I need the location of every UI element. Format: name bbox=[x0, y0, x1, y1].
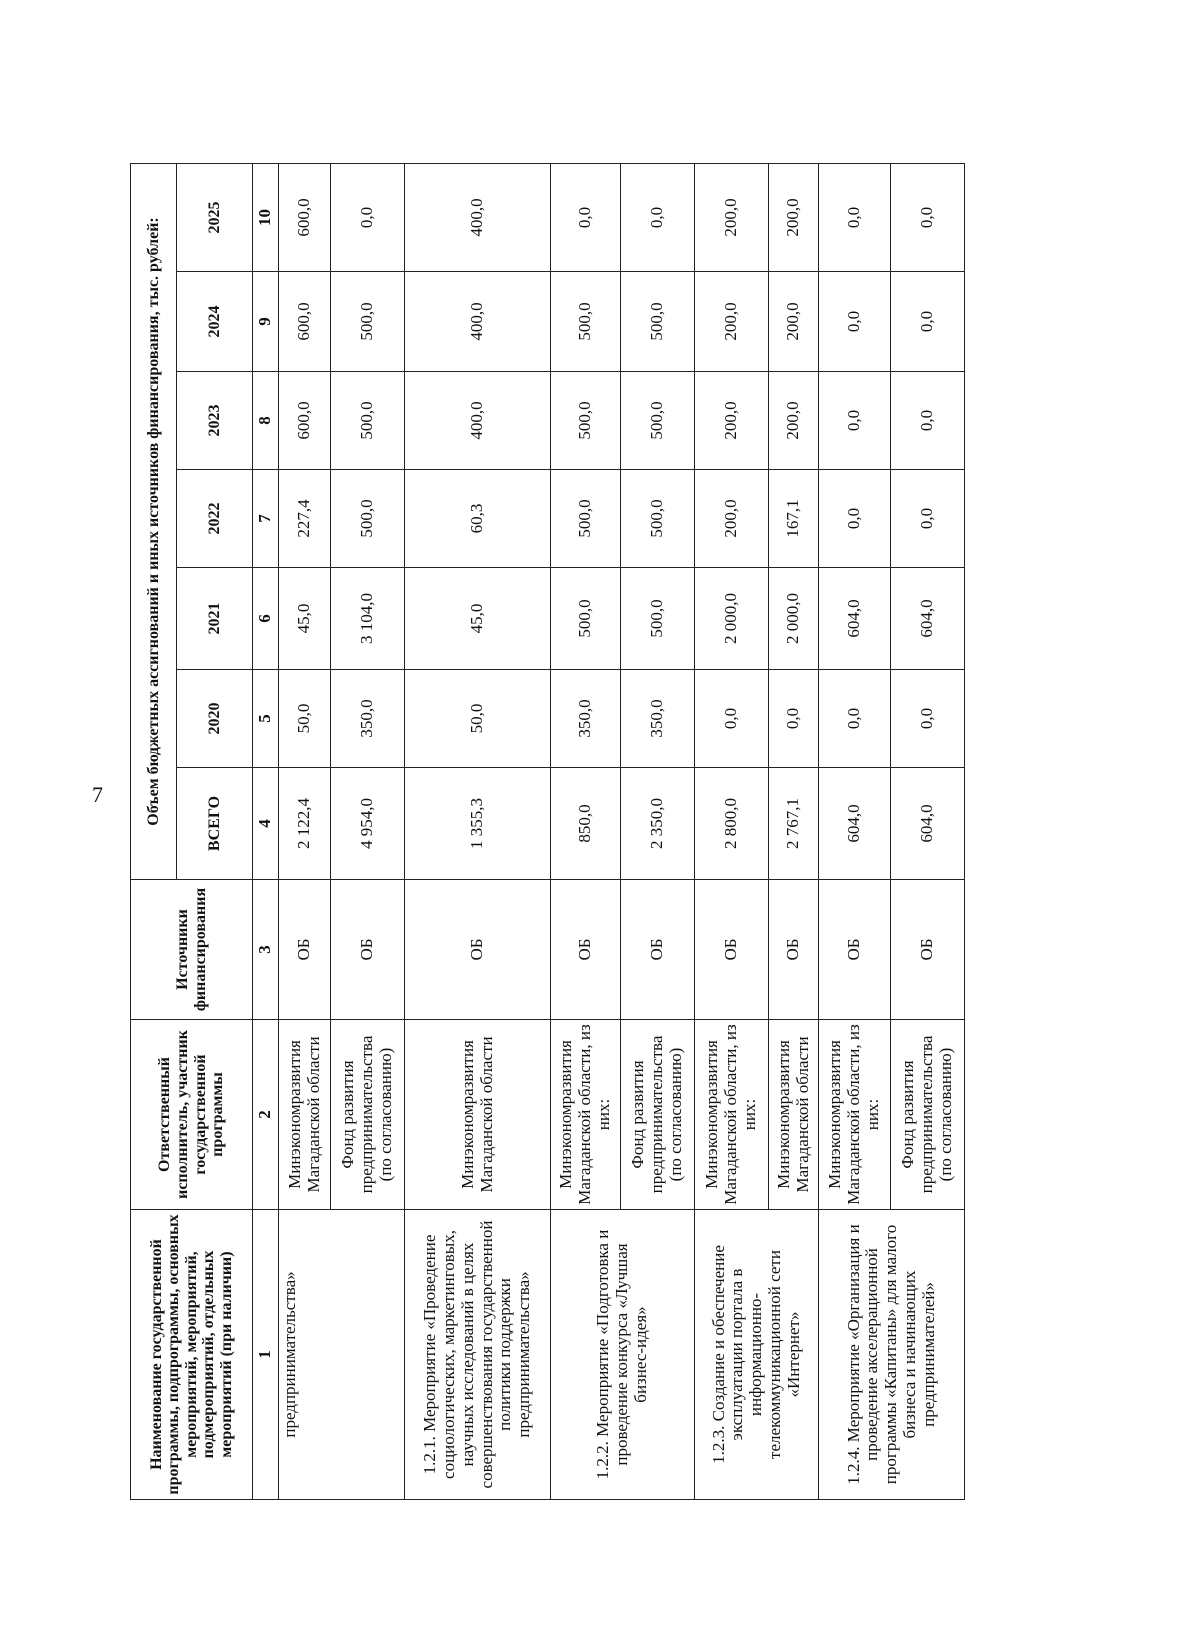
funding-source: ОБ bbox=[551, 880, 621, 1020]
value-cell: 2 767,1 bbox=[769, 768, 819, 880]
value-cell: 200,0 bbox=[769, 164, 819, 272]
value-cell: 0,0 bbox=[819, 670, 891, 768]
table-row bbox=[551, 164, 621, 1500]
table-row bbox=[819, 164, 891, 1500]
column-number: 2 bbox=[253, 1020, 279, 1210]
value-cell: 0,0 bbox=[819, 372, 891, 470]
value-cell: 500,0 bbox=[331, 372, 405, 470]
program-name: 1.2.4. Мероприятие «Организация и проведение акселерационной программы «Капитаны» для малого бизнеса и начинающих предпринимателей» bbox=[819, 1210, 965, 1500]
value-cell: 0,0 bbox=[621, 164, 695, 272]
executor: Фонд развития предпринимательства (по согласованию) bbox=[891, 1020, 965, 1210]
value-cell: 350,0 bbox=[621, 670, 695, 768]
table-row bbox=[695, 164, 769, 1500]
funding-source: ОБ bbox=[621, 880, 695, 1020]
header-volume: Объем бюджетных ассигнований и иных источников финансирования, тыс. рублей: bbox=[131, 164, 177, 880]
value-cell: 0,0 bbox=[331, 164, 405, 272]
value-cell: 2 000,0 bbox=[769, 568, 819, 670]
column-number: 7 bbox=[253, 470, 279, 568]
rotated-page bbox=[0, 10, 1200, 1630]
column-number: 5 bbox=[253, 670, 279, 768]
value-cell: 400,0 bbox=[405, 272, 551, 372]
table-row bbox=[405, 164, 551, 1500]
program-name: предпринимательства» bbox=[279, 1210, 405, 1500]
value-cell: 500,0 bbox=[621, 372, 695, 470]
column-number: 1 bbox=[253, 1210, 279, 1500]
executor: Минэкономразвития Магаданской области, из них: bbox=[695, 1020, 769, 1210]
header-year: 2024 bbox=[177, 272, 253, 372]
value-cell: 500,0 bbox=[621, 568, 695, 670]
funding-source: ОБ bbox=[891, 880, 965, 1020]
column-number-row bbox=[253, 164, 279, 1500]
value-cell: 604,0 bbox=[891, 768, 965, 880]
value-cell: 500,0 bbox=[551, 568, 621, 670]
budget-table bbox=[130, 163, 965, 1500]
executor: Минэкономразвития Магаданской области, из них: bbox=[551, 1020, 621, 1210]
value-cell: 2 350,0 bbox=[621, 768, 695, 880]
executor: Минэкономразвития Магаданской области, из них: bbox=[819, 1020, 891, 1210]
column-number: 8 bbox=[253, 372, 279, 470]
value-cell: 850,0 bbox=[551, 768, 621, 880]
header-total: ВСЕГО bbox=[177, 768, 253, 880]
column-number: 4 bbox=[253, 768, 279, 880]
header-year: 2022 bbox=[177, 470, 253, 568]
value-cell: 604,0 bbox=[819, 768, 891, 880]
value-cell: 500,0 bbox=[551, 272, 621, 372]
value-cell: 0,0 bbox=[819, 470, 891, 568]
executor: Минэкономразвития Магаданской области bbox=[279, 1020, 331, 1210]
program-name: 1.2.1. Мероприятие «Проведение социологических, маркетинговых, научных исследований в целях совершенствования государственной политики поддержки предпринимательства» bbox=[405, 1210, 551, 1500]
header-col1: Наименование государственной программы, подпрограммы, основных мероприятий, мероприятий, подмероприятий, отдельных мероприятий (при наличии) bbox=[131, 1210, 253, 1500]
value-cell: 0,0 bbox=[769, 670, 819, 768]
column-number: 9 bbox=[253, 272, 279, 372]
header-row-1 bbox=[131, 164, 177, 1500]
value-cell: 3 104,0 bbox=[331, 568, 405, 670]
value-cell: 350,0 bbox=[551, 670, 621, 768]
executor: Фонд развития предпринимательства (по согласованию) bbox=[331, 1020, 405, 1210]
value-cell: 45,0 bbox=[405, 568, 551, 670]
value-cell: 500,0 bbox=[331, 470, 405, 568]
value-cell: 4 954,0 bbox=[331, 768, 405, 880]
value-cell: 200,0 bbox=[695, 164, 769, 272]
value-cell: 600,0 bbox=[279, 372, 331, 470]
value-cell: 2 122,4 bbox=[279, 768, 331, 880]
value-cell: 45,0 bbox=[279, 568, 331, 670]
value-cell: 0,0 bbox=[819, 164, 891, 272]
value-cell: 0,0 bbox=[819, 272, 891, 372]
value-cell: 60,3 bbox=[405, 470, 551, 568]
funding-source: ОБ bbox=[769, 880, 819, 1020]
value-cell: 1 355,3 bbox=[405, 768, 551, 880]
value-cell: 0,0 bbox=[891, 470, 965, 568]
funding-source: ОБ bbox=[331, 880, 405, 1020]
funding-source: ОБ bbox=[695, 880, 769, 1020]
value-cell: 50,0 bbox=[279, 670, 331, 768]
value-cell: 600,0 bbox=[279, 272, 331, 372]
header-year: 2025 bbox=[177, 164, 253, 272]
value-cell: 200,0 bbox=[695, 372, 769, 470]
header-col3: Источники финансирования bbox=[131, 880, 253, 1020]
value-cell: 0,0 bbox=[891, 272, 965, 372]
program-name: 1.2.2. Мероприятие «Подготовка и проведение конкурса «Лучшая бизнес-идея» bbox=[551, 1210, 695, 1500]
value-cell: 500,0 bbox=[551, 470, 621, 568]
value-cell: 2 800,0 bbox=[695, 768, 769, 880]
column-number: 10 bbox=[253, 164, 279, 272]
value-cell: 0,0 bbox=[891, 372, 965, 470]
header-year: 2023 bbox=[177, 372, 253, 470]
value-cell: 200,0 bbox=[695, 470, 769, 568]
executor: Минэкономразвития Магаданской области bbox=[405, 1020, 551, 1210]
header-year: 2020 bbox=[177, 670, 253, 768]
executor: Фонд развития предпринимательства (по согласованию) bbox=[621, 1020, 695, 1210]
value-cell: 500,0 bbox=[551, 372, 621, 470]
value-cell: 200,0 bbox=[769, 272, 819, 372]
value-cell: 500,0 bbox=[331, 272, 405, 372]
value-cell: 0,0 bbox=[891, 670, 965, 768]
value-cell: 500,0 bbox=[621, 272, 695, 372]
value-cell: 400,0 bbox=[405, 372, 551, 470]
funding-source: ОБ bbox=[279, 880, 331, 1020]
value-cell: 350,0 bbox=[331, 670, 405, 768]
page-number: 7 bbox=[92, 782, 103, 807]
value-cell: 167,1 bbox=[769, 470, 819, 568]
value-cell: 200,0 bbox=[695, 272, 769, 372]
value-cell: 227,4 bbox=[279, 470, 331, 568]
value-cell: 0,0 bbox=[551, 164, 621, 272]
value-cell: 0,0 bbox=[891, 164, 965, 272]
header-year: 2021 bbox=[177, 568, 253, 670]
value-cell: 400,0 bbox=[405, 164, 551, 272]
funding-source: ОБ bbox=[405, 880, 551, 1020]
value-cell: 604,0 bbox=[891, 568, 965, 670]
column-number: 3 bbox=[253, 880, 279, 1020]
header-col2: Ответственный исполнитель, участник государственной программы bbox=[131, 1020, 253, 1210]
value-cell: 600,0 bbox=[279, 164, 331, 272]
column-number: 6 bbox=[253, 568, 279, 670]
table-row bbox=[279, 164, 331, 1500]
value-cell: 50,0 bbox=[405, 670, 551, 768]
value-cell: 500,0 bbox=[621, 470, 695, 568]
executor: Минэкономразвития Магаданской области bbox=[769, 1020, 819, 1210]
program-name: 1.2.3. Создание и обеспечение эксплуатации портала в информационно-телекоммуникационной сети «Интернет» bbox=[695, 1210, 819, 1500]
value-cell: 604,0 bbox=[819, 568, 891, 670]
value-cell: 200,0 bbox=[769, 372, 819, 470]
funding-source: ОБ bbox=[819, 880, 891, 1020]
value-cell: 2 000,0 bbox=[695, 568, 769, 670]
value-cell: 0,0 bbox=[695, 670, 769, 768]
